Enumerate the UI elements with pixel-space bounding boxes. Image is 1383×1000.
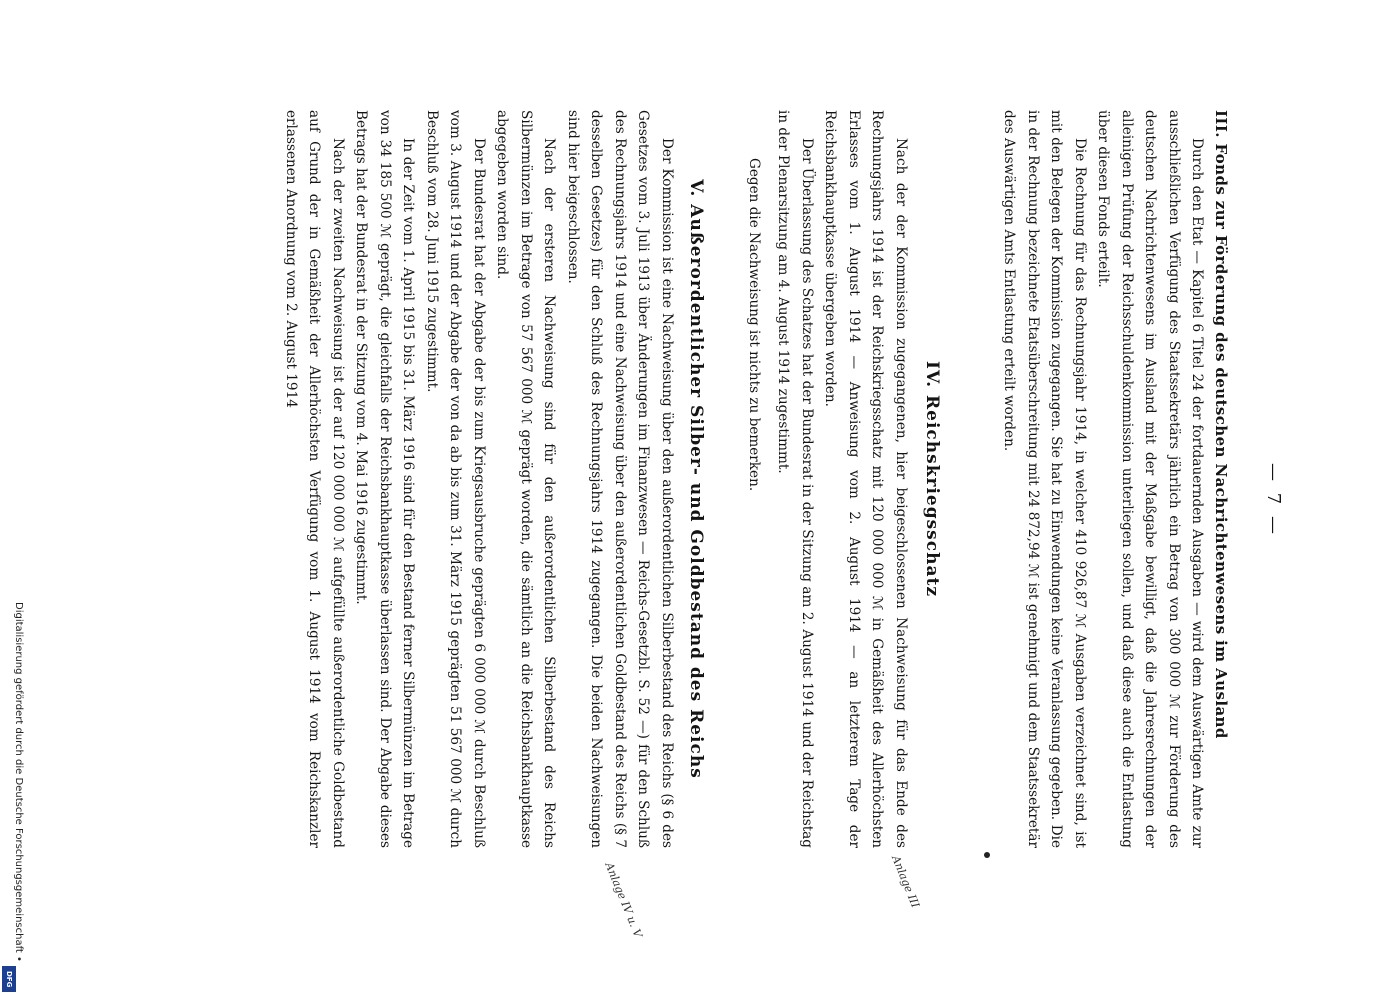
- section-iii-prefix: III.: [1212, 110, 1230, 138]
- dfg-logo: DFG: [2, 966, 16, 992]
- section-iii-paragraph: Durch den Etat — Kapitel 6 Titel 24 der fortdauernden Ausgaben — wird dem Auswärtigen Amte zur ausschließlichen Verfügung des Staatssekretärs jährlich ein Betrag von 300 000 ℳ zur Förderung des deutschen Nachrichtenwesens im Ausland mit der Maßgabe bewilligt, daß die Jahresrechnungen der alleinigen Prüfung der Reichsschuldenkommission unterliegen sollen, und daß diese auch die Entlastung über diesen Fonds erteilt.: [1095, 110, 1206, 848]
- section-iii-paragraph: Die Rechnung für das Rechnungsjahr 1914, in welcher 410 926,87 ℳ Ausgaben verzeichnet sind, ist mit den Belegen der Kommission zugegangen. Sie hat zu Einwendungen keine Veranlassung gegeben. Die in der Rechnung bezeichnete Etatsüberschreitung mit 24 872,94 ℳ ist genehmigt und dem Staatssekretär des Auswärtigen Amts Entlastung erteilt worden.: [1001, 110, 1088, 848]
- section-v-paragraph: Der Kommission ist eine Nachweisung über den außerordentlichen Silberbestand des Reichs (§ 6 des Gesetzes vom 3. Juli 1913 über Änderungen im Finanzwesen — Reichs-Gesetzbl. S. 52 —) für den Schluß des Rechnungsjahrs 1914 und eine Nachweisung über den außerordentlichen Goldbestand des Reichs (§ 7 desselben Gesetzes) für den Schluß des Rechnungsjahrs 1914 zugegangen. Die beiden Nachweisungen sind hier beigeschlossen.: [565, 110, 675, 848]
- digitization-footer: [10, 602, 24, 996]
- section-iv-paragraph: Der Überlassung des Schatzes hat der Bundesrat in der Sitzung am 2. August 1914 und der Reichstag in der Plenarsitzung am 4. August 1914 zugestimmt.: [775, 110, 815, 848]
- section-iv-title: IV. Reichskriegsschatz: [922, 361, 942, 597]
- margin-dot: [984, 852, 990, 858]
- section-v-paragraph: Der Bundesrat hat der Abgabe der bis zum Kriegsausbruche geprägten 6 000 000 ℳ durch Beschluß vom 3. August 1914 und der Abgabe der von da ab bis zum 31. März 1915 geprägten 51 567 000 ℳ durch Beschluß vom 28. Juni 1915 zugestimmt.: [424, 110, 487, 848]
- section-iii-title: Fonds zur Förderung des deutschen Nachrichtenwesens im Ausland: [1212, 143, 1230, 739]
- section-v-paragraph: Nach der zweiten Nachweisung ist der auf 120 000 000 ℳ aufgefüllte außerordentliche Goldbestand auf Grund der in Gemäßheit der Allerhöchsten Verfügung vom 1. August 1914 vom Reichskanzler erlassenen Anordnung vom 2. August 1914: [283, 110, 346, 848]
- page-content: [150, 110, 1290, 940]
- section-v-paragraph: In der Zeit vom 1. April 1915 bis 31. März 1916 sind für den Bestand ferner Silbermünzen im Betrage von 34 185 500 ℳ geprägt, die gleichfalls der Reichsbankhauptkasse überlassen sind. Der Abgabe dieses Betrags hat der Bundesrat in der Sitzung vom 4. Mai 1916 zugestimmt.: [353, 110, 417, 848]
- section-iii-heading: [1209, 110, 1233, 848]
- section-v-paragraph: Nach der ersteren Nachweisung sind für den außerordentlichen Silberbestand des Reichs Silbermünzen im Betrage von 57 567 000 ℳ geprägt worden, die sämtlich an die Reichsbankhauptkasse abgegeben worden sind.: [494, 110, 558, 848]
- page-number: — 7 —: [1263, 463, 1284, 537]
- section-v-title: V. Außerordentlicher Silber- und Goldbestand des Reichs: [686, 179, 706, 779]
- section-iii: [997, 110, 1232, 848]
- margin-note-anlage-iii: Anlage III: [889, 853, 922, 910]
- margin-note-anlage-iv-v: Anlage IV u. V: [602, 860, 645, 940]
- section-iv-note: Gegen die Nachweisung ist nichts zu bemerken.: [746, 158, 762, 492]
- section-iv-paragraph: Nach der der Kommission zugegangenen, hier beigeschlossenen Nachweisung für das Ende des Rechnungsjahrs 1914 ist der Reichskriegsschatz mit 120 000 000 ℳ in Gemäßheit des Allerhöchsten Erlasses vom 1. August 1914 — Anweisung vom 2. August 1914 — an letzterem Tage der Reichsbankhauptkasse übergeben worden.: [822, 110, 909, 848]
- rotated-page: [150, 110, 1290, 940]
- footer-text: Digitalisierung gefördert durch die Deutsche Forschungsgemeinschaft •: [13, 602, 24, 962]
- section-iv-body: [771, 110, 912, 848]
- section-v-body: [279, 110, 679, 848]
